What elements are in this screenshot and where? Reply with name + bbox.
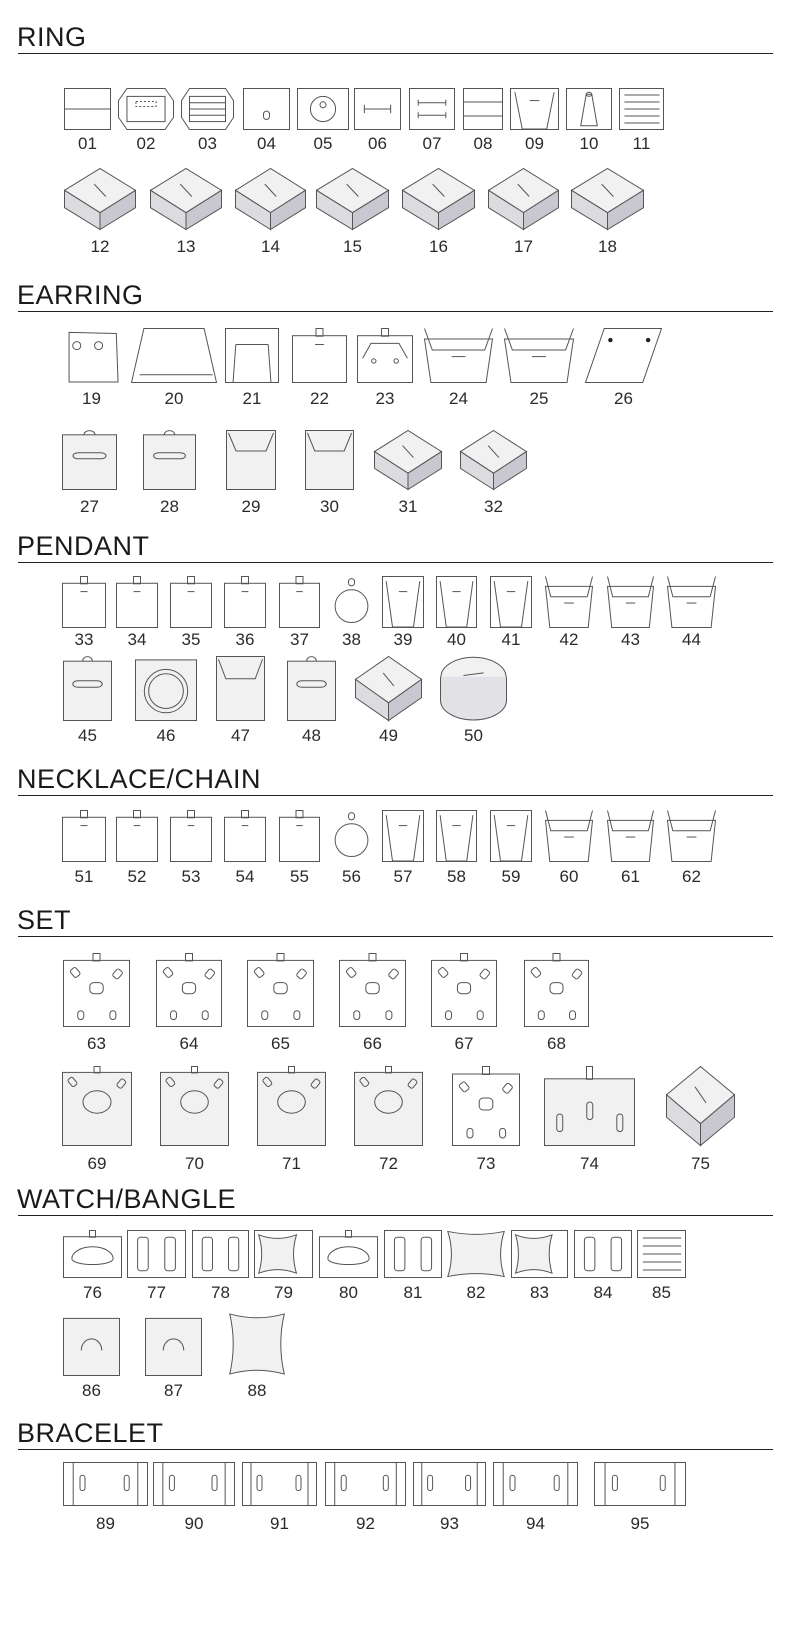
tab-card-icon xyxy=(279,576,320,628)
item-number: 12 xyxy=(90,237,110,256)
pocket-card-icon xyxy=(305,430,354,490)
product-item xyxy=(153,1462,235,1545)
product-item xyxy=(228,1312,286,1412)
item-number: 06 xyxy=(368,134,387,153)
bracelet-card-icon xyxy=(594,1462,686,1506)
set-card-icon xyxy=(339,953,406,1027)
iso-box-icon xyxy=(355,656,422,721)
trapezoid-card-icon xyxy=(490,576,532,628)
product-item xyxy=(619,88,664,165)
set-card-icon xyxy=(452,1066,520,1146)
set-card-icon xyxy=(156,953,222,1027)
product-item xyxy=(254,1230,313,1314)
item-number: 27 xyxy=(80,497,99,516)
hang-card-icon xyxy=(62,430,117,490)
section-heading: SET xyxy=(17,905,72,935)
item-number: 53 xyxy=(181,867,201,886)
product-item xyxy=(490,810,532,898)
tab-card-icon xyxy=(279,810,320,862)
item-number: 21 xyxy=(242,389,262,408)
pocket-card-icon xyxy=(216,656,265,721)
item-number: 71 xyxy=(282,1154,301,1173)
watch-card-icon xyxy=(127,1230,186,1278)
iso-box-icon xyxy=(64,168,136,230)
set-card-icon xyxy=(524,953,589,1027)
item-number: 64 xyxy=(179,1034,199,1053)
item-number: 22 xyxy=(310,389,329,408)
product-item xyxy=(357,328,413,420)
product-item xyxy=(354,1066,423,1185)
item-number: 01 xyxy=(78,134,97,153)
item-number: 85 xyxy=(652,1283,671,1302)
oval-card-icon xyxy=(63,1230,122,1278)
product-item xyxy=(510,88,559,165)
section-rule xyxy=(18,53,773,54)
item-number: 15 xyxy=(343,237,362,256)
iso-box-icon xyxy=(666,1066,735,1146)
set-card-icon xyxy=(247,953,314,1027)
fold-flap-card-icon xyxy=(504,328,574,383)
product-item xyxy=(571,168,644,268)
product-item xyxy=(63,1462,148,1545)
item-number: 19 xyxy=(82,389,101,408)
product-item xyxy=(145,1312,202,1412)
product-item xyxy=(143,430,196,528)
product-item xyxy=(287,656,336,757)
item-number: 60 xyxy=(559,867,579,886)
product-item xyxy=(62,810,106,898)
pillow-card-icon xyxy=(511,1230,568,1278)
item-number: 75 xyxy=(691,1154,710,1173)
fold-flap-card-icon xyxy=(424,328,493,383)
parallelogram-card-icon xyxy=(585,328,662,383)
item-number: 63 xyxy=(87,1034,106,1053)
set-card-oval-icon xyxy=(62,1066,132,1146)
product-item xyxy=(544,1066,635,1185)
fold-flap-card-icon xyxy=(607,576,654,628)
item-number: 90 xyxy=(184,1514,204,1533)
product-item xyxy=(116,810,158,898)
section-heading: EARRING xyxy=(17,280,144,310)
trapezoid-card-icon xyxy=(382,810,424,862)
iso-box-icon xyxy=(374,430,442,490)
slot-card-icon xyxy=(243,88,290,130)
product-item xyxy=(63,1312,120,1412)
ring-card-icon xyxy=(135,656,197,721)
trapezoid-card-icon xyxy=(510,88,559,130)
product-item xyxy=(488,168,559,268)
item-number: 31 xyxy=(398,497,418,516)
arch-card-icon xyxy=(63,1312,120,1376)
hook-card-icon xyxy=(62,328,121,383)
flat-card-icon xyxy=(64,88,111,130)
oval-card-icon xyxy=(319,1230,378,1278)
product-item xyxy=(235,168,306,268)
item-number: 52 xyxy=(127,867,147,886)
item-number: 11 xyxy=(632,134,651,153)
tab-card-icon xyxy=(224,810,266,862)
iso-box-icon xyxy=(402,168,475,230)
bracelet-card-icon xyxy=(413,1462,486,1506)
pillow-card-icon xyxy=(254,1230,313,1278)
product-item xyxy=(424,328,493,420)
product-item xyxy=(62,328,121,420)
product-item xyxy=(127,1230,186,1314)
trapezoid-card-icon xyxy=(436,576,477,628)
product-item xyxy=(452,1066,520,1185)
circle-tag-icon xyxy=(331,576,372,628)
item-number: 68 xyxy=(547,1034,566,1053)
trapezoid-card-icon xyxy=(490,810,532,862)
product-item xyxy=(63,656,112,757)
product-item xyxy=(305,430,354,528)
item-number: 94 xyxy=(526,1514,545,1533)
product-item xyxy=(192,1230,249,1314)
product-item xyxy=(62,1066,132,1185)
item-number: 50 xyxy=(464,726,483,745)
hang-card-icon xyxy=(143,430,196,490)
item-number: 26 xyxy=(614,389,633,408)
item-number: 38 xyxy=(342,630,361,649)
product-item xyxy=(339,953,406,1065)
item-number: 03 xyxy=(198,134,217,153)
tab-card-icon xyxy=(62,576,106,628)
product-item xyxy=(297,88,349,165)
product-item xyxy=(135,656,197,757)
iso-box-icon xyxy=(488,168,559,230)
section-rule xyxy=(18,562,773,563)
round-box-icon xyxy=(440,656,507,721)
product-item xyxy=(382,810,424,898)
product-item xyxy=(131,328,217,420)
product-item xyxy=(511,1230,568,1314)
fold-box-lines-icon xyxy=(181,88,234,130)
cone-card-icon xyxy=(566,88,612,130)
item-number: 88 xyxy=(247,1381,267,1400)
product-item xyxy=(607,576,654,661)
item-number: 37 xyxy=(290,630,309,649)
product-item xyxy=(490,576,532,661)
item-number: 23 xyxy=(375,389,395,408)
iso-box-icon xyxy=(150,168,222,230)
fold-flap-card-icon xyxy=(667,810,716,862)
product-item xyxy=(170,810,212,898)
product-item xyxy=(242,1462,317,1545)
section-heading: PENDANT xyxy=(17,531,150,561)
item-number: 56 xyxy=(342,867,361,886)
product-item xyxy=(667,810,716,898)
item-number: 74 xyxy=(580,1154,599,1173)
trapezoid-stand-icon xyxy=(131,328,217,383)
item-number: 66 xyxy=(363,1034,382,1053)
product-item xyxy=(225,328,279,420)
circle-tag-icon xyxy=(331,810,372,862)
iso-box-icon xyxy=(571,168,644,230)
tab-card-icon xyxy=(170,576,212,628)
product-item xyxy=(446,1230,506,1314)
product-item xyxy=(545,576,593,661)
tab-card-icon xyxy=(224,576,266,628)
item-number: 92 xyxy=(356,1514,375,1533)
product-item xyxy=(355,656,422,757)
item-number: 93 xyxy=(440,1514,459,1533)
product-item xyxy=(402,168,475,268)
fold-flap-card-icon xyxy=(545,810,593,862)
double-bar-card-icon xyxy=(409,88,455,130)
iso-box-icon xyxy=(460,430,527,490)
iso-box-icon xyxy=(235,168,306,230)
item-number: 54 xyxy=(235,867,255,886)
product-item xyxy=(62,576,106,661)
product-item xyxy=(257,1066,326,1185)
item-number: 91 xyxy=(270,1514,289,1533)
product-item xyxy=(374,430,442,528)
product-item xyxy=(566,88,612,165)
item-number: 28 xyxy=(160,497,179,516)
product-item xyxy=(325,1462,406,1545)
set-card-oval-icon xyxy=(354,1066,423,1146)
item-number: 14 xyxy=(261,237,280,256)
product-item xyxy=(150,168,222,268)
item-number: 80 xyxy=(339,1283,358,1302)
item-number: 83 xyxy=(530,1283,549,1302)
tab-card-icon xyxy=(116,576,158,628)
item-number: 81 xyxy=(403,1283,423,1302)
watch-card-icon xyxy=(574,1230,632,1278)
item-number: 33 xyxy=(74,630,94,649)
item-number: 16 xyxy=(429,237,448,256)
set-card-oval-icon xyxy=(160,1066,229,1146)
product-item xyxy=(243,88,290,165)
product-item xyxy=(607,810,654,898)
item-number: 08 xyxy=(473,134,493,153)
item-number: 29 xyxy=(241,497,261,516)
product-item xyxy=(667,576,716,661)
product-item xyxy=(63,953,130,1065)
item-number: 46 xyxy=(156,726,176,745)
product-item xyxy=(279,810,320,898)
product-item xyxy=(493,1462,578,1545)
item-number: 73 xyxy=(476,1154,496,1173)
item-number: 72 xyxy=(379,1154,398,1173)
pillow-icon xyxy=(228,1312,286,1376)
item-number: 10 xyxy=(579,134,599,153)
arch-card-icon xyxy=(145,1312,202,1376)
item-number: 30 xyxy=(320,497,339,516)
product-item xyxy=(62,430,117,528)
pocket-card-icon xyxy=(226,430,276,490)
item-number: 67 xyxy=(454,1034,474,1053)
product-item xyxy=(460,430,527,528)
bracelet-card-icon xyxy=(493,1462,578,1506)
item-number: 55 xyxy=(290,867,309,886)
section-rule xyxy=(18,795,773,796)
item-number: 61 xyxy=(621,867,640,886)
item-number: 89 xyxy=(96,1514,115,1533)
bracelet-card-icon xyxy=(325,1462,406,1506)
product-item xyxy=(226,430,276,528)
item-number: 82 xyxy=(466,1283,486,1302)
item-number: 84 xyxy=(593,1283,613,1302)
multi-stripe-card-icon xyxy=(637,1230,686,1278)
item-number: 25 xyxy=(529,389,549,408)
item-number: 40 xyxy=(447,630,466,649)
section-heading: WATCH/BANGLE xyxy=(17,1184,237,1214)
trapezoid-card-icon xyxy=(382,576,424,628)
product-item xyxy=(292,328,347,420)
item-number: 48 xyxy=(302,726,321,745)
section-heading: NECKLACE/CHAIN xyxy=(17,764,262,794)
fold-box-icon xyxy=(118,88,174,130)
item-number: 51 xyxy=(74,867,94,886)
product-item xyxy=(666,1066,735,1185)
item-number: 02 xyxy=(136,134,156,153)
item-number: 09 xyxy=(525,134,544,153)
item-number: 24 xyxy=(449,389,468,408)
product-item xyxy=(463,88,503,165)
item-number: 17 xyxy=(514,237,533,256)
item-number: 42 xyxy=(559,630,579,649)
product-item xyxy=(436,576,477,661)
watch-card-icon xyxy=(192,1230,249,1278)
bracelet-card-icon xyxy=(242,1462,317,1506)
wide-tab-card-icon xyxy=(544,1066,635,1146)
section-rule xyxy=(18,936,773,937)
item-number: 18 xyxy=(598,237,617,256)
section-heading: BRACELET xyxy=(17,1418,164,1448)
product-item xyxy=(331,576,372,661)
product-item xyxy=(160,1066,229,1185)
item-number: 35 xyxy=(181,630,201,649)
item-number: 34 xyxy=(127,630,147,649)
striped-card-icon xyxy=(463,88,503,130)
watch-card-icon xyxy=(384,1230,442,1278)
product-item xyxy=(156,953,222,1065)
item-number: 45 xyxy=(78,726,97,745)
product-item xyxy=(545,810,593,898)
item-number: 70 xyxy=(185,1154,204,1173)
item-number: 07 xyxy=(422,134,442,153)
product-item xyxy=(64,88,111,165)
product-item xyxy=(436,810,477,898)
item-number: 20 xyxy=(164,389,184,408)
product-item xyxy=(181,88,234,165)
item-number: 69 xyxy=(87,1154,107,1173)
tab-card-icon xyxy=(116,810,158,862)
product-item xyxy=(594,1462,686,1545)
item-number: 43 xyxy=(621,630,640,649)
section-rule xyxy=(18,1215,773,1216)
product-item xyxy=(224,576,266,661)
product-item xyxy=(331,810,372,898)
product-item xyxy=(279,576,320,661)
fold-flap-card-icon xyxy=(667,576,716,628)
item-number: 65 xyxy=(271,1034,290,1053)
trapezoid-card-icon xyxy=(436,810,477,862)
circle-card-icon xyxy=(297,88,349,130)
item-number: 41 xyxy=(501,630,521,649)
product-item xyxy=(637,1230,686,1314)
item-number: 39 xyxy=(393,630,413,649)
product-item xyxy=(216,656,265,757)
product-item xyxy=(316,168,389,268)
item-number: 44 xyxy=(682,630,701,649)
product-item xyxy=(574,1230,632,1314)
fold-flap-card-icon xyxy=(607,810,654,862)
product-item xyxy=(64,168,136,268)
item-number: 77 xyxy=(147,1283,166,1302)
tab-card-holes-icon xyxy=(357,328,413,383)
product-item xyxy=(504,328,574,420)
multi-stripe-card-icon xyxy=(619,88,664,130)
bar-card-icon xyxy=(354,88,401,130)
set-card-icon xyxy=(431,953,497,1027)
item-number: 36 xyxy=(235,630,255,649)
product-item xyxy=(170,576,212,661)
product-item xyxy=(585,328,662,420)
product-item xyxy=(384,1230,442,1314)
item-number: 86 xyxy=(82,1381,101,1400)
item-number: 32 xyxy=(484,497,503,516)
item-number: 47 xyxy=(231,726,250,745)
product-item xyxy=(409,88,455,165)
section-rule xyxy=(18,311,773,312)
bracelet-card-icon xyxy=(153,1462,235,1506)
product-item xyxy=(224,810,266,898)
item-number: 57 xyxy=(393,867,413,886)
item-number: 95 xyxy=(630,1514,650,1533)
product-item xyxy=(440,656,507,757)
fold-flap-card-icon xyxy=(545,576,593,628)
iso-box-icon xyxy=(316,168,389,230)
section-heading: RING xyxy=(17,22,87,52)
item-number: 49 xyxy=(379,726,398,745)
section-rule xyxy=(18,1449,773,1450)
set-card-icon xyxy=(63,953,130,1027)
product-item xyxy=(354,88,401,165)
item-number: 58 xyxy=(447,867,466,886)
tab-card-icon xyxy=(292,328,347,383)
item-number: 87 xyxy=(164,1381,183,1400)
item-number: 05 xyxy=(313,134,333,153)
product-item xyxy=(63,1230,122,1314)
item-number: 78 xyxy=(211,1283,230,1302)
product-item xyxy=(413,1462,486,1545)
product-item xyxy=(319,1230,378,1314)
product-item xyxy=(524,953,589,1065)
hang-card-icon xyxy=(63,656,112,721)
tab-card-icon xyxy=(170,810,212,862)
product-item xyxy=(116,576,158,661)
item-number: 04 xyxy=(257,134,276,153)
pillow-icon xyxy=(446,1230,506,1278)
product-item xyxy=(382,576,424,661)
item-number: 62 xyxy=(682,867,701,886)
item-number: 76 xyxy=(83,1283,102,1302)
product-item xyxy=(247,953,314,1065)
product-item xyxy=(118,88,174,165)
product-item xyxy=(431,953,497,1065)
item-number: 59 xyxy=(501,867,521,886)
tab-card-icon xyxy=(62,810,106,862)
set-card-oval-icon xyxy=(257,1066,326,1146)
item-number: 13 xyxy=(176,237,196,256)
bracelet-card-icon xyxy=(63,1462,148,1506)
item-number: 79 xyxy=(274,1283,293,1302)
folded-stand-icon xyxy=(225,328,279,383)
hang-card-icon xyxy=(287,656,336,721)
